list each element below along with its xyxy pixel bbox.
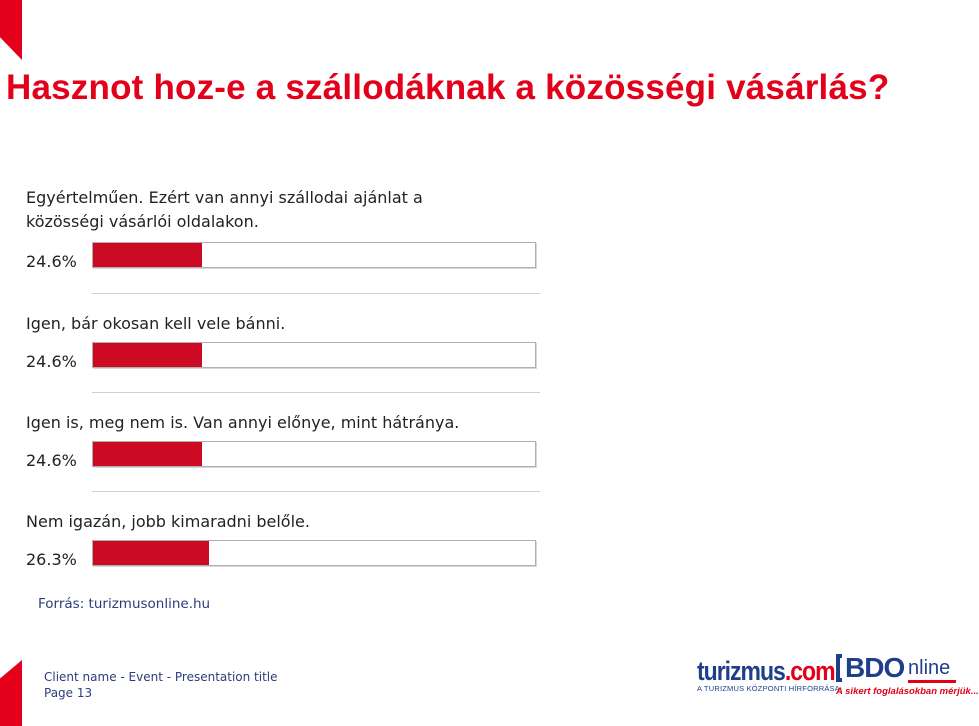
poll-separator [92,293,540,294]
poll-bar-fill [93,243,202,267]
poll-question [26,312,540,336]
poll-option [26,510,540,569]
poll-option [26,186,540,271]
source-note: Forrás: turizmusonline.hu [38,596,211,612]
bdo-logo-online: nline [908,657,951,679]
poll-separator [92,491,540,492]
turizmus-logo-domain: .com [784,656,835,686]
turizmus-logo-tagline: A TURIZMUS KÖZPONTI HÍRFORRÁSA [697,684,840,693]
corner-accent-top [0,0,22,60]
poll-question-line: Nem igazán, jobb kimaradni belőle. [26,512,310,531]
bdo-logo-bracket [836,654,842,682]
poll-percent: 24.6% [26,352,77,371]
poll-question-line: Igen is, meg nem is. Van annyi előnye, mint hátránya. [26,413,460,432]
poll-question-line: Egyértelműen. Ezért van annyi szállodai ajánlat a [26,188,423,207]
bdo-logo-brand: BDO [845,652,905,683]
poll-question-line: közösségi vásárlói oldalakon. [26,212,259,231]
poll-bar-fill [93,343,202,367]
poll-bar-fill [93,442,202,466]
poll-bar-track [92,242,536,268]
poll-option [26,411,540,470]
poll-option [26,312,540,371]
poll-separator [92,392,540,393]
poll-bar-track [92,441,536,467]
poll-percent: 24.6% [26,451,77,470]
turizmus-logo-brand: turizmus [697,656,785,686]
footer-presentation-info: Client name - Event - Presentation title [44,670,278,684]
bdo-logo-tagline: A sikert foglalásokban mérjük... [836,686,979,697]
poll-question [26,510,540,534]
turizmus-logo [697,656,840,696]
poll-question [26,186,540,234]
poll-bar-fill [93,541,209,565]
poll-bar-track [92,540,536,566]
footer-page-number: Page 13 [44,686,93,700]
corner-accent-bottom [0,660,22,726]
poll-question [26,411,540,435]
bdo-online-logo [836,652,979,700]
poll-bar-track [92,342,536,368]
poll-percent: 24.6% [26,252,77,271]
poll-question-line: Igen, bár okosan kell vele bánni. [26,314,286,333]
turizmus-logo-wordmark [697,656,835,686]
bdo-logo-underline [908,680,956,683]
poll-percent: 26.3% [26,550,77,569]
slide-title: Hasznot hoz-e a szállodáknak a közösségi vásárlás? [6,68,890,107]
